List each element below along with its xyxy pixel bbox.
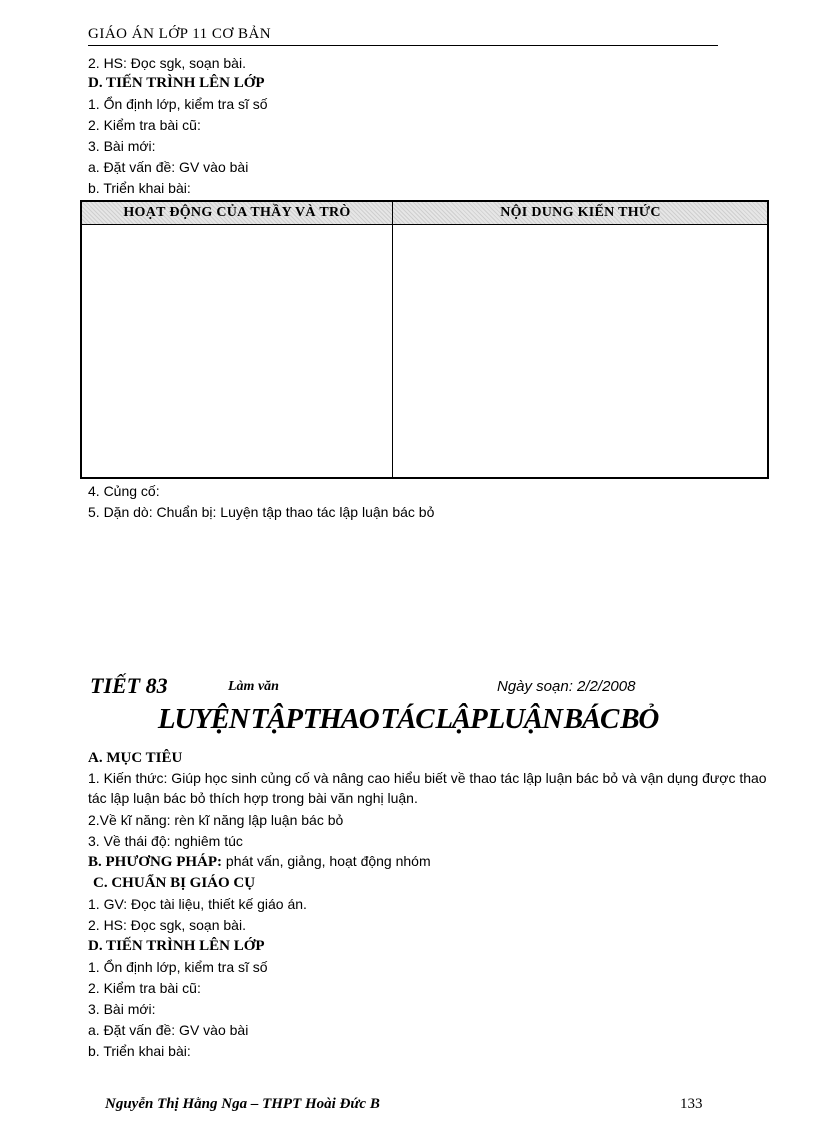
step-1: 1. Ổn định lớp, kiểm tra sĩ số (88, 96, 268, 112)
page-number: 133 (680, 1096, 703, 1112)
prep-heading: C. CHUẨN BỊ GIÁO CỤ (93, 875, 256, 891)
objective-knowledge: 1. Kiến thức: Giúp học sinh củng cố và nâng cao hiểu biết về thao tác lập luận bác bỏ và vận dụng được thao tác lập luận bác bỏ thích hợp trong bài văn nghị luận. (88, 770, 767, 806)
method-text: phát vấn, giảng, hoạt động nhóm (222, 853, 431, 869)
table-header-row (82, 202, 767, 225)
objectives-heading: A. MỤC TIÊU (88, 750, 183, 766)
process-heading: D. TIẾN TRÌNH LÊN LỚP (88, 75, 265, 91)
step-3b-b: b. Triển khai bài: (88, 1043, 191, 1059)
step-1-b: 1. Ổn định lớp, kiểm tra sĩ số (88, 959, 268, 975)
step-3b: b. Triển khai bài: (88, 180, 191, 196)
step-3: 3. Bài mới: (88, 138, 156, 154)
step-4: 4. Củng cố: (88, 483, 160, 499)
lesson-subject: Làm văn (228, 679, 279, 694)
prep-hs-2: 2. HS: Đọc sgk, soạn bài. (88, 917, 246, 933)
footer-author: Nguyễn Thị Hằng Nga – THPT Hoài Đức B (105, 1096, 380, 1112)
lesson-title: LUYỆN TẬP THAO TÁC LẬP LUẬN BÁC BỎ (157, 703, 659, 735)
lesson-date: Ngày soạn: 2/2/2008 (497, 678, 636, 695)
step-5: 5. Dặn dò: Chuẩn bị: Luyện tập thao tác lập luận bác bỏ (88, 504, 435, 520)
prep-hs: 2. HS: Đọc sgk, soạn bài. (88, 55, 246, 71)
step-3-b: 3. Bài mới: (88, 1001, 156, 1017)
table-header-content: NỘI DUNG KIẾN THỨC (500, 205, 661, 220)
header-title: GIÁO ÁN LỚP 11 CƠ BẢN (88, 26, 272, 42)
step-2-b: 2. Kiểm tra bài cũ: (88, 980, 201, 996)
method-heading: B. PHƯƠNG PHÁP: (88, 854, 223, 870)
table-header-activities: HOẠT ĐỘNG CỦA THẦY VÀ TRÒ (123, 205, 351, 220)
objective-skills: 2.Về kĩ năng: rèn kĩ năng lập luận bác bỏ (88, 812, 344, 828)
lesson-period: TIẾT 83 (90, 673, 168, 698)
step-2: 2. Kiểm tra bài cũ: (88, 117, 201, 133)
method-line (88, 851, 431, 872)
objective-attitude: 3. Về thái độ: nghiêm túc (88, 833, 243, 849)
step-3a-b: a. Đặt vấn đề: GV vào bài (88, 1022, 249, 1038)
prep-gv: 1. GV: Đọc tài liệu, thiết kế giáo án. (88, 896, 307, 912)
step-3a: a. Đặt vấn đề: GV vào bài (88, 159, 249, 175)
process-heading-2: D. TIẾN TRÌNH LÊN LỚP (88, 938, 265, 954)
activity-table (80, 200, 769, 479)
header-rule (88, 45, 718, 46)
table-column-divider (392, 202, 393, 477)
